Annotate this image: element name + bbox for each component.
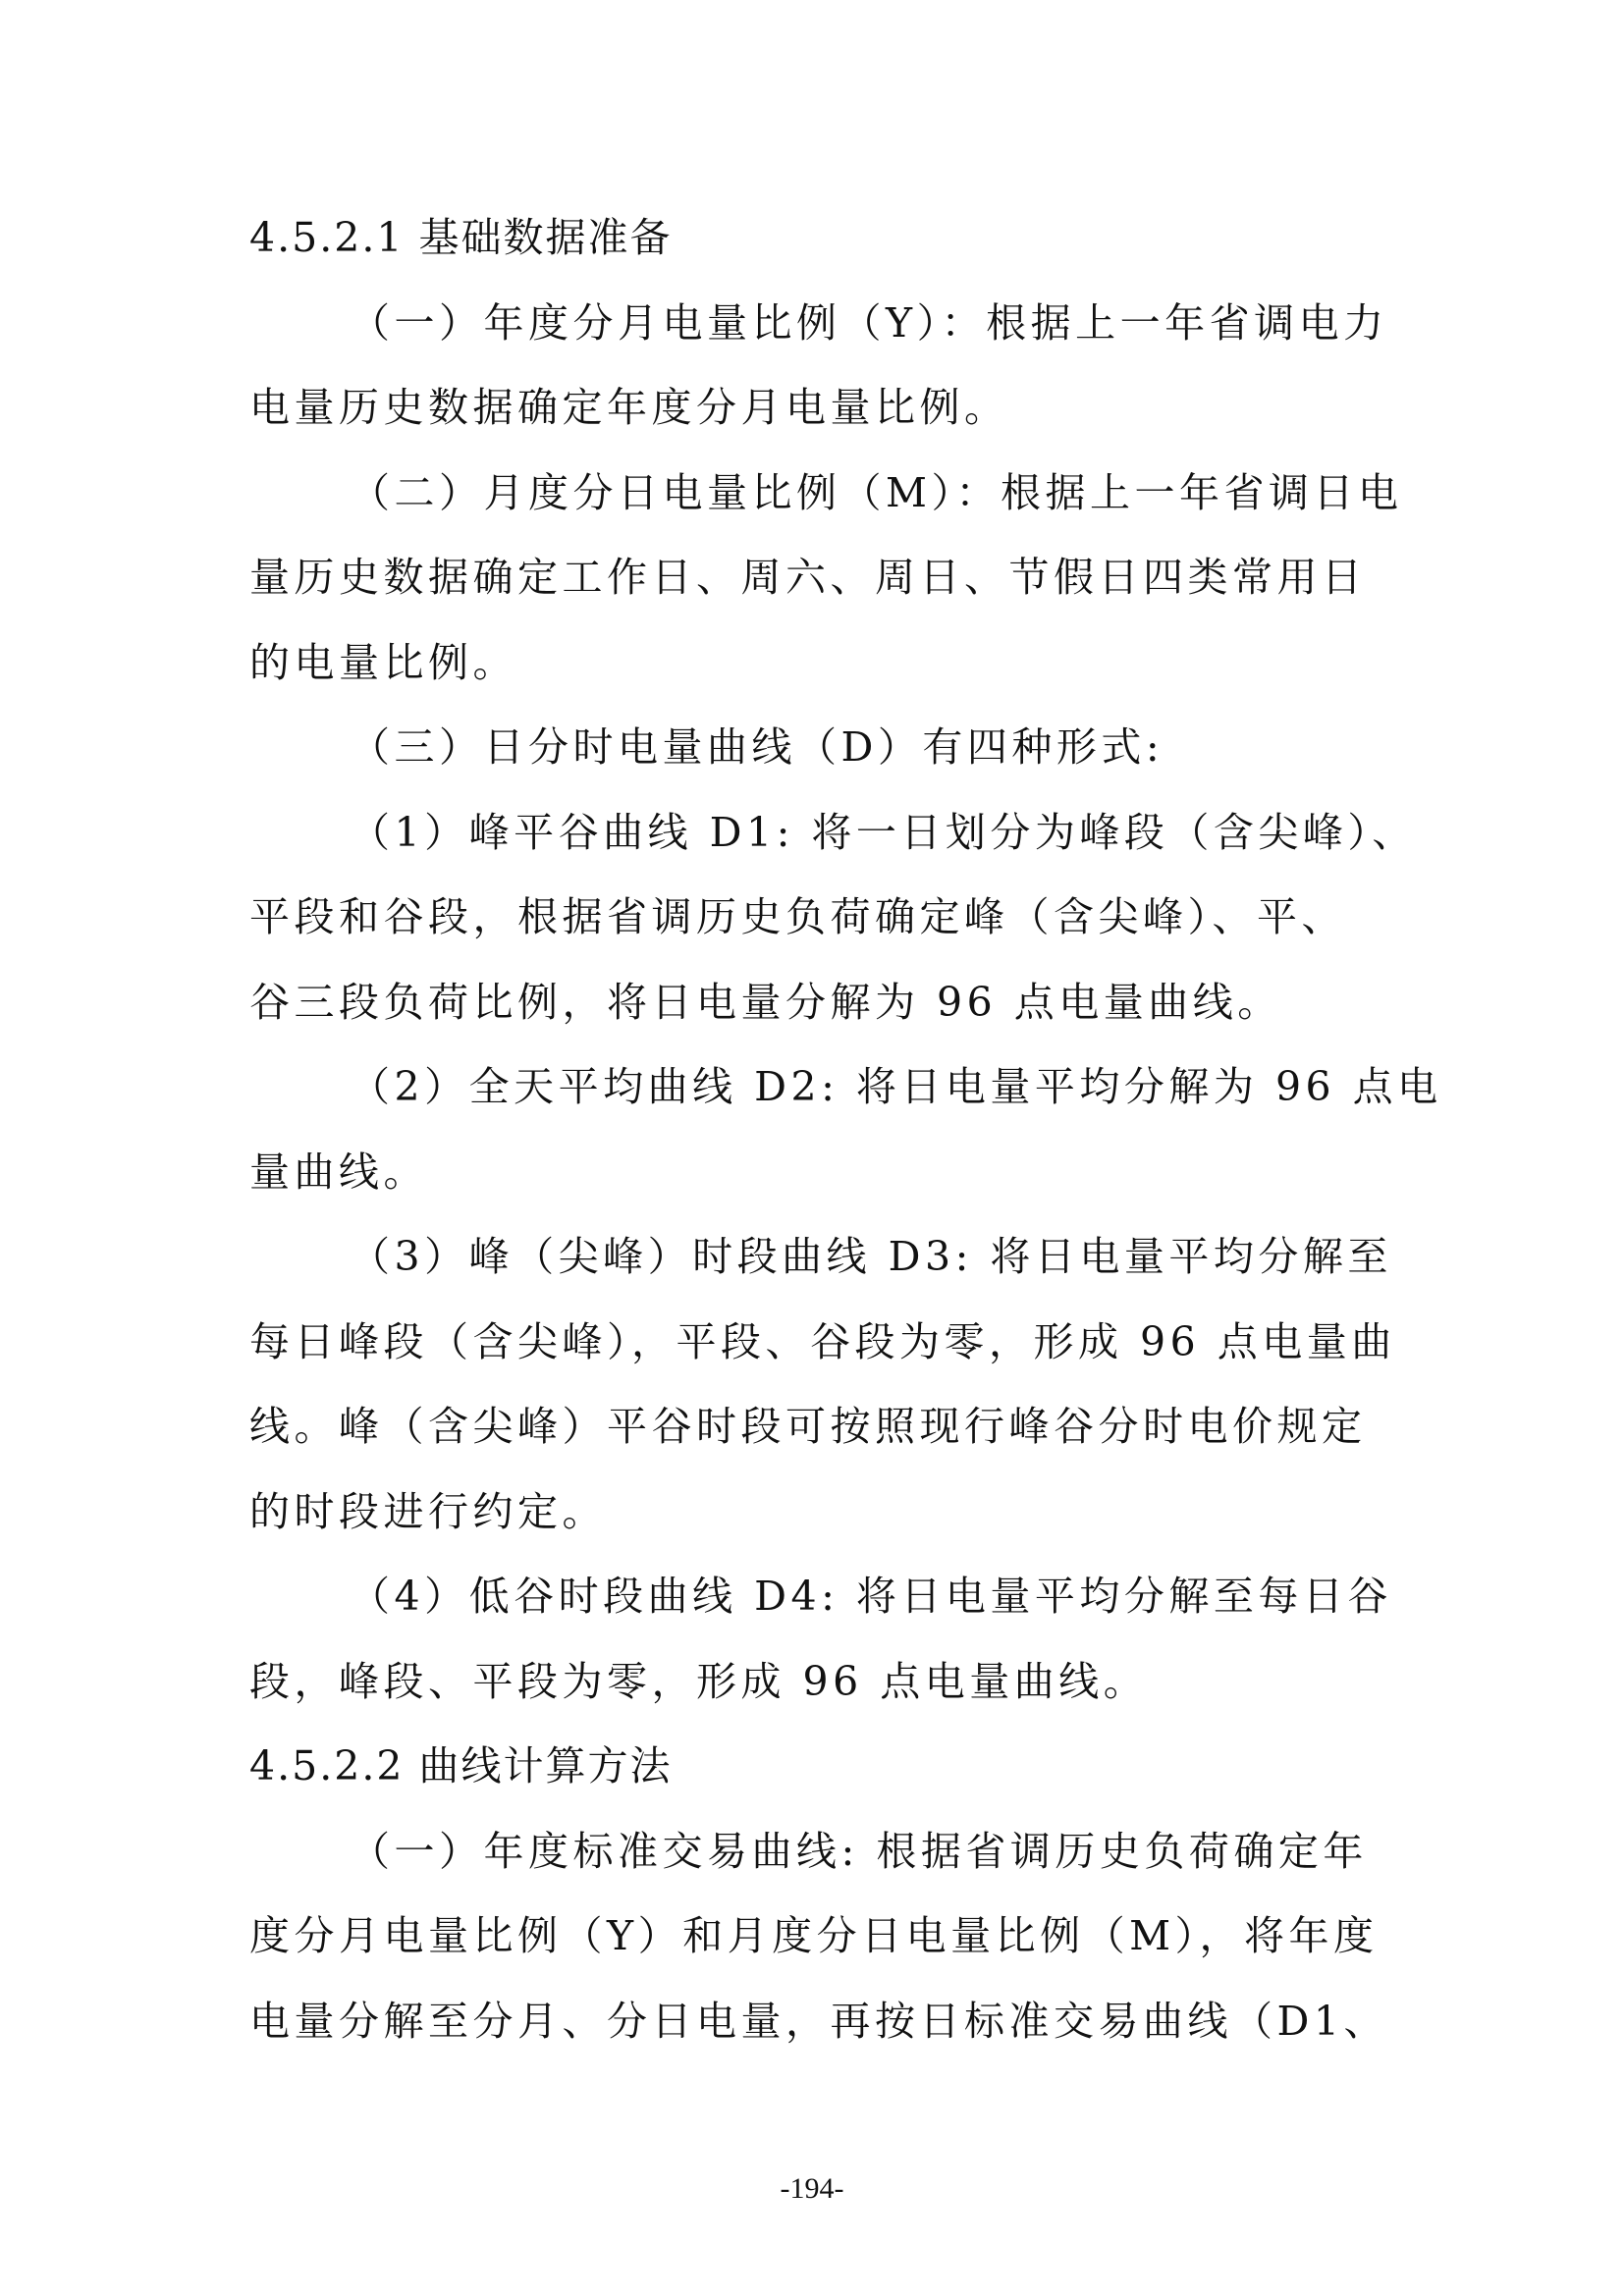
paragraph-line: 电量分解至分月、分日电量，再按日标准交易曲线（D1、: [249, 1997, 1388, 2045]
paragraph-line: 的时段进行约定。: [249, 1487, 607, 1535]
paragraph-line: （4）低谷时段曲线 D4: 将日电量平均分解至每日谷: [350, 1573, 1392, 1620]
paragraph-line: 度分月电量比例（Y）和月度分日电量比例（M），将年度: [249, 1912, 1379, 1959]
paragraph-line: 量曲线。: [249, 1148, 428, 1196]
paragraph-line: （2）全天平均曲线 D2: 将日电量平均分解为 96 点电: [350, 1063, 1442, 1110]
paragraph-line: 线。峰（含尖峰）平谷时段可按照现行峰谷分时电价规定: [249, 1403, 1367, 1450]
paragraph-line: 量历史数据确定工作日、周六、周日、节假日四类常用日: [249, 554, 1367, 601]
section-heading-4-5-2-1: 4.5.2.1 基础数据准备: [249, 214, 673, 261]
paragraph-line: （一）年度分月电量比例（Y）：根据上一年省调电力: [350, 298, 1388, 347]
paragraph-line: 平段和谷段，根据省调历史负荷确定峰（含尖峰）、平、: [249, 893, 1346, 940]
paragraph-line: （一）年度标准交易曲线: 根据省调历史负荷确定年: [350, 1827, 1368, 1875]
paragraph-line: 电量历史数据确定年度分月电量比例。: [249, 384, 1009, 431]
paragraph-line: （3）峰（尖峰）时段曲线 D3: 将日电量平均分解至: [350, 1233, 1392, 1280]
document-body: [249, 208, 1442, 2076]
paragraph-line: （三）日分时电量曲线（D）有四种形式:: [350, 723, 1164, 771]
paragraph-line: （1）峰平谷曲线 D1: 将一日划分为峰段（含尖峰）、: [350, 808, 1417, 856]
page-number: -194-: [780, 2172, 844, 2205]
paragraph-line: （二）月度分日电量比例（M）：根据上一年省调日电: [350, 468, 1403, 516]
paragraph-line: 段，峰段、平段为零，形成 96 点电量曲线。: [249, 1657, 1149, 1705]
paragraph-line: 谷三段负荷比例，将日电量分解为 96 点电量曲线。: [249, 978, 1282, 1026]
section-heading-4-5-2-2: 4.5.2.2 曲线计算方法: [249, 1742, 673, 1789]
paragraph-line: 每日峰段（含尖峰），平段、谷段为零，形成 96 点电量曲: [249, 1317, 1396, 1365]
paragraph-line: 的电量比例。: [249, 638, 517, 686]
